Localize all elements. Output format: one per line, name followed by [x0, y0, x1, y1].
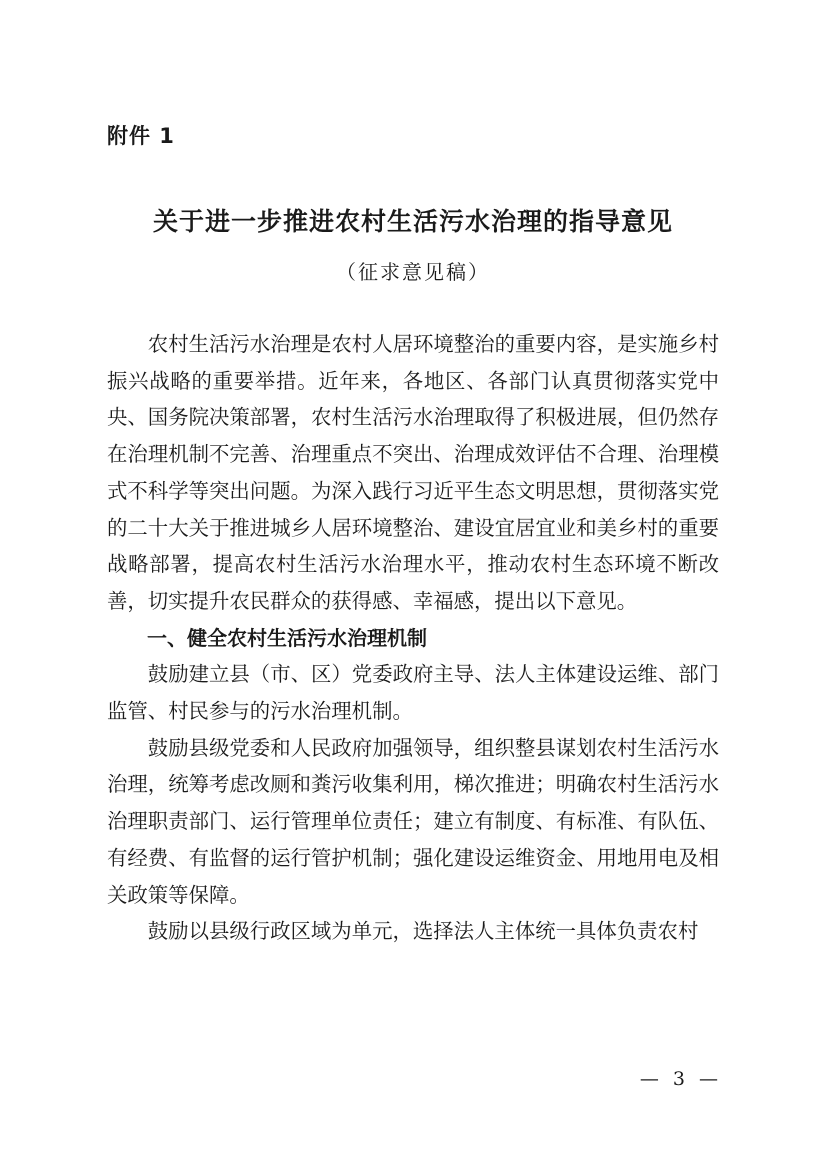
section-heading: 一、健全农村生活污水治理机制: [147, 625, 427, 650]
body-paragraph: 鼓励以县级行政区域为单元，选择法人主体统一具体负责农村: [147, 919, 699, 944]
document-subtitle: （征求意见稿）: [336, 260, 490, 284]
page-number: — 3 —: [639, 1068, 722, 1090]
attachment-label: 附件 1: [107, 124, 175, 148]
document-title: 关于进一步推进农村生活污水治理的指导意见: [152, 207, 673, 236]
body-paragraph: 鼓励县级党委和人民政府加强领导，组织整县谋划农村生活污水治理，统筹考虑改厕和粪污收集利用，梯次推进；明确农村生活污水治理职责部门、运行管理单位责任；建立有制度、有标准、有队伍、有经费、有监督的运行管护机制；强化建设运维资金、用地用电及相关政策等保障。: [107, 735, 719, 907]
intro-paragraph: 农村生活污水治理是农村人居环境整治的重要内容，是实施乡村振兴战略的重要举措。近年来，各地区、各部门认真贯彻落实党中央、国务院决策部署，农村生活污水治理取得了积极进展，但仍然存在治理机制不完善、治理重点不突出、治理成效评估不合理、治理模式不科学等突出问题。为深入践行习近平生态文明思想，贯彻落实党的二十大关于推进城乡人居环境整治、建设宜居宜业和美乡村的重要战略部署，提高农村生活污水治理水平，推动农村生态环境不断改善，切实提升农民群众的获得感、幸福感，提出以下意见。: [107, 332, 719, 613]
body-paragraph: 鼓励建立县（市、区）党委政府主导、法人主体建设运维、部门监管、村民参与的污水治理机制。: [107, 662, 719, 724]
document-body: [107, 326, 719, 950]
